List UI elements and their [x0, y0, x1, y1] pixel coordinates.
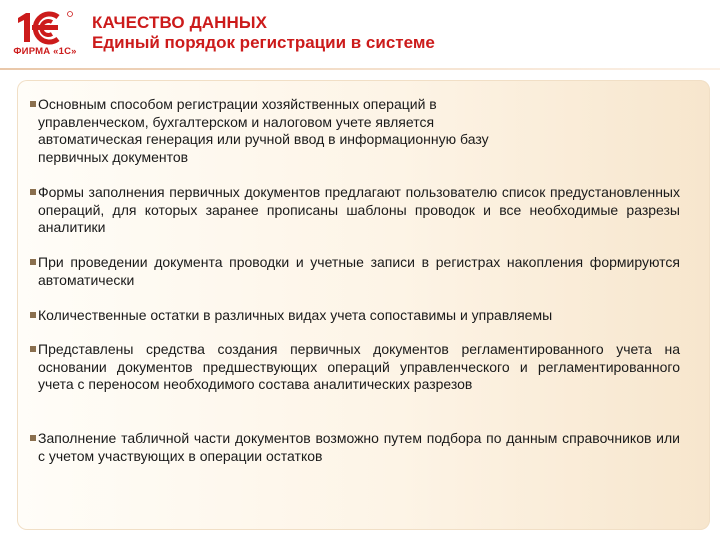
bullet-square-icon: [30, 101, 36, 107]
list-item: [38, 254, 680, 289]
bullet-text: Основным способом регистрации хозяйственных операций в управленческом, бухгалтерском и налоговом учете является автоматическая генерация или ручной ввод в информационную базу первичных документов: [38, 96, 489, 165]
bullet-text: Представлены средства создания первичных документов регламентированного учета на основании документов предшествующих операций управленческого и регламентированного учета с переносом необходимого состава аналитических разрезов: [38, 341, 680, 392]
bullet-text: При проведении документа проводки и учетные записи в регистрах накопления формируются автоматически: [38, 254, 680, 288]
list-item: [38, 430, 680, 465]
bullet-text: Заполнение табличной части документов возможно путем подбора по данным справочников или с учетом участвующих в операции остатков: [38, 430, 680, 464]
bullet-square-icon: [30, 189, 36, 195]
bullet-square-icon: [30, 312, 36, 318]
title-block: [92, 13, 435, 53]
header-divider: [0, 68, 720, 70]
bullet-square-icon: [30, 346, 36, 352]
logo-subtitle: ФИРМА «1С»: [13, 46, 77, 57]
list-item: [38, 184, 680, 237]
list-item: [38, 341, 680, 394]
bullet-square-icon: [30, 259, 36, 265]
bullet-text: Формы заполнения первичных документов предлагают пользователю список предустановленных операций, для которых заранее прописаны шаблоны проводок и все необходимые разрезы аналитики: [38, 184, 680, 235]
bullet-text: Количественные остатки в различных видах учета сопоставимы и управляемы: [38, 307, 553, 323]
company-logo: [12, 8, 78, 64]
slide-header: [0, 0, 720, 72]
list-item: [38, 96, 680, 166]
page-subtitle: Единый порядок регистрации в системе: [92, 33, 435, 52]
list-item: [38, 307, 680, 325]
logo-1c-mark-icon: [12, 8, 78, 46]
page-title: КАЧЕСТВО ДАННЫХ: [92, 13, 268, 32]
bullet-square-icon: [30, 435, 36, 441]
